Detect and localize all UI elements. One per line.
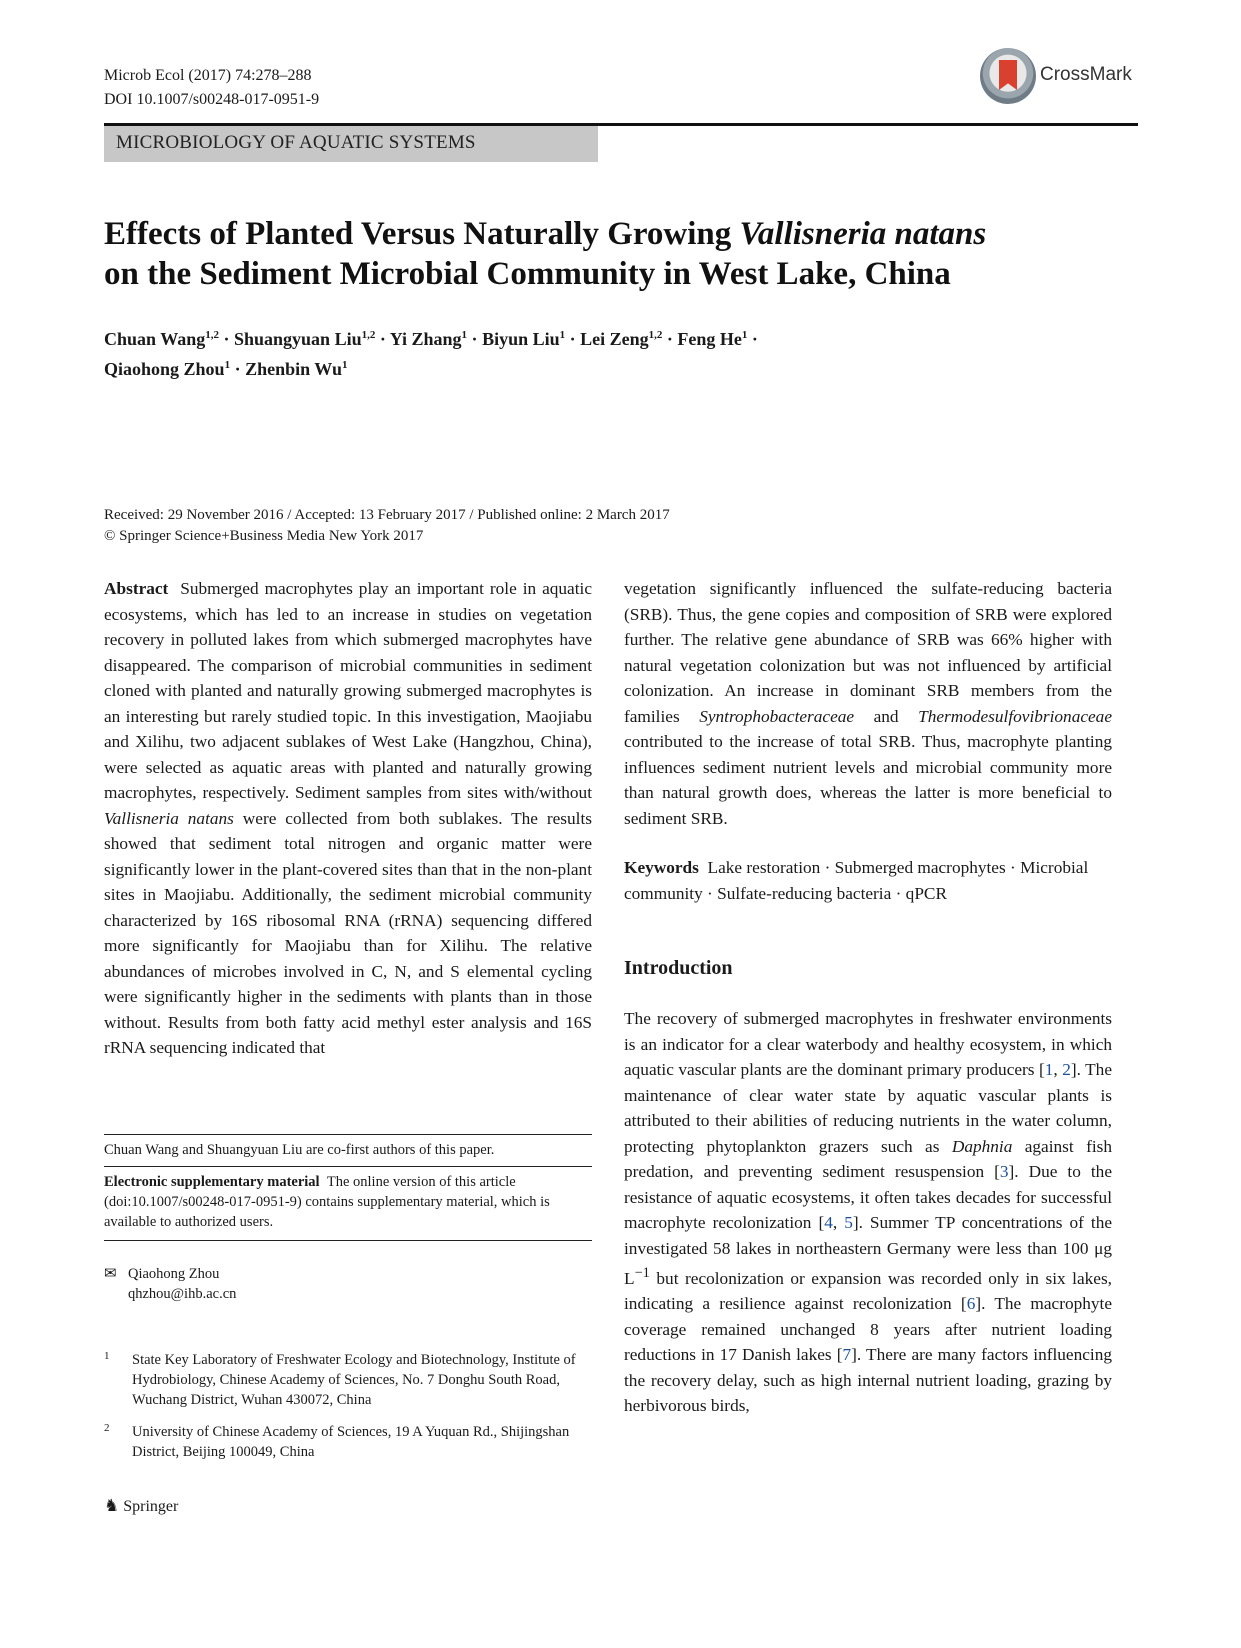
footnote-rule — [104, 1134, 592, 1135]
publisher-footer: ♞ Springer — [104, 1496, 179, 1515]
footnote-rule — [104, 1166, 592, 1167]
keywords: Keywords Lake restoration · Submerged macrophytes · Microbial community · Sulfate-reducing bacteria · qPCR — [624, 858, 1089, 903]
author-list: Chuan Wang$^{1,2}$ · Shuangyuan Liu$^{1,2}$ · Yi Zhang$^1$ · Biyun Liu$^1$ · Lei Zeng$^{1,2}$ · Feng $He^1$ · Qiaohong Zhou$^1$ · Zhenbin Wu$^1$ — [104, 329, 758, 379]
citation-link[interactable]: 4 — [824, 1213, 833, 1232]
corresponding-author: ✉ Qiaohong Zhou qhzhou@ihb.ac.cn — [104, 1266, 237, 1302]
introduction-heading: Introduction — [624, 957, 733, 979]
history-dates: Received: 29 November 2016 / Accepted: 13 February 2017 / Published online: 2 March 2017 — [104, 507, 670, 523]
affiliation-1: 1 State Key Laboratory of Freshwater Ecology and Biotechnology, Institute of Hydrobiology, Chinese Academy of Sciences, No. 7 Donghu South Road, Wuchang District, Wuhan 430072, China — [104, 1350, 576, 1408]
author[interactable]: Chuan Wang — [104, 329, 206, 349]
author[interactable]: Yi Zhang — [389, 329, 462, 349]
journal-citation — [104, 64, 319, 112]
section-label: MICROBIOLOGY OF AQUATIC SYSTEMS — [116, 132, 476, 153]
article-title: Effects of Planted Versus Naturally Growing Vallisneria natans on the Sediment Microbial Community in West Lake, China — [104, 216, 987, 292]
citation-link[interactable]: 1 — [1044, 1060, 1054, 1079]
author[interactable]: Zhenbin Wu — [245, 359, 342, 379]
section-banner — [104, 126, 598, 162]
springer-horse-icon: ♞ — [104, 1496, 120, 1515]
footnote-rule — [104, 1240, 592, 1241]
crossmark-badge[interactable] — [980, 48, 1130, 108]
cofirst-note: Chuan Wang and Shuangyuan Liu are co-first authors of this paper. — [104, 1142, 495, 1158]
author[interactable]: Biyun Liu — [482, 329, 560, 349]
keywords-label: Keywords — [624, 858, 699, 877]
corresponding-email[interactable]: qhzhou@ihb.ac.cn — [128, 1286, 237, 1302]
esm-note: Electronic supplementary material The online version of this article (doi:10.1007/s00248-017-0951-9) contains supplementary material, which is available to authorized users. — [104, 1174, 550, 1230]
right-column — [624, 576, 1112, 1419]
affiliation-2: 2 University of Chinese Academy of Sciences, 19 A Yuquan Rd., Shijingshan District, Beijing 100049, China — [104, 1422, 570, 1460]
author[interactable]: Shuangyuan Liu — [234, 329, 362, 349]
citation-link[interactable]: 3 — [999, 1162, 1009, 1181]
abstract-text: Abstract Submerged macrophytes play an important role in aquatic ecosystems, which has led to an increase in studies on vegetation recovery in polluted lakes from which submerged macrophytes have disappeared. The comparison of microbial communities in sediment cloned with planted and naturally growing submerged macrophytes is an interesting but rarely studied topic. In this investigation, Maojiabu and Xilihu, two adjacent sublakes of West Lake (Hangzhou, China), were selected as aquatic areas with planted and naturally growing macrophytes, respectively. Sediment samples from sites with/without Vallisneria natans were collected from both sublakes. The results showed that sediment total nitrogen and organic matter were significantly lower in the plant-covered sites than that in the non-plant sites in Maojiabu. Additionally, the sediment microbial community characterized by 16S ribosomal RNA (rRNA) sequencing differed more significantly for Maojiabu than for Xilihu. The relative abundances of microbes involved in C, N, and S elemental cycling were significantly higher in the sediments with plants than in those without. Results from both fatty acid methyl ester analysis and 16S rRNA sequencing indicated that — [104, 579, 593, 1057]
envelope-icon: ✉ — [104, 1266, 117, 1282]
citation-link[interactable]: 6 — [966, 1294, 976, 1314]
abstract-label: Abstract — [104, 579, 169, 598]
citation-link[interactable]: 2 — [1062, 1060, 1071, 1079]
article-dates — [104, 505, 670, 547]
crossmark-icon — [980, 48, 1036, 104]
author[interactable]: Feng He — [677, 329, 742, 349]
copyright: © Springer Science+Business Media New York 2017 — [104, 528, 424, 544]
author[interactable]: Lei Zeng — [580, 329, 649, 349]
journal-volume: Microb Ecol (2017) 74:278–288 — [104, 67, 312, 84]
author[interactable]: Qiaohong Zhou — [104, 359, 225, 379]
introduction-text: The recovery of submerged macrophytes in freshwater environments is an indicator for a clear waterbody and healthy ecosystem, in which aquatic vascular plants are the dominant primary producers [1, 2]. The maintenance of clear water state by aquatic vascular plants is attributed to their abilities of reducing nutrients in the water column, protecting phytoplankton grazers such as Daphnia against fish predation, and preventing sediment resuspension [3]. Due to the resistance of aquatic ecosystems, it often takes decades for successful macrophyte recolonization [4, 5]. Summer TP concentrations of the investigated 58 lakes in northeastern Germany were less than 100 μg $L^{-1}$ but recolonization or expansion was recorded only in six lakes, indicating a resilience against recolonization [6]. The macrophyte coverage remained unchanged 8 years after nutrient loading reductions in 17 Danish lakes [7]. There are many factors influencing the recovery delay, such as high internal nutrient loading, grazing by herbivorous birds, — [624, 1009, 1113, 1416]
abstract-left-column — [104, 576, 592, 1061]
citation-link[interactable]: 5 — [844, 1213, 853, 1232]
abstract-continuation: vegetation significantly influenced the sulfate-reducing bacteria (SRB). Thus, the gene copies and composition of SRB were explored further. The relative gene abundance of SRB was 66% higher with natural vegetation colonization but was not influenced by artificial colonization. An increase in dominant SRB members from the families Syntrophobacteraceae and Thermodesulfovibrionaceae contributed to the increase of total SRB. Thus, macrophyte planting influences sediment nutrient levels and microbial community more than natural growth does, whereas the latter is more beneficial to sediment SRB. — [624, 579, 1112, 828]
citation-link[interactable]: 7 — [842, 1345, 852, 1365]
journal-doi: DOI 10.1007/s00248-017-0951-9 — [104, 91, 320, 108]
crossmark-label: CrossMark — [1040, 64, 1132, 85]
